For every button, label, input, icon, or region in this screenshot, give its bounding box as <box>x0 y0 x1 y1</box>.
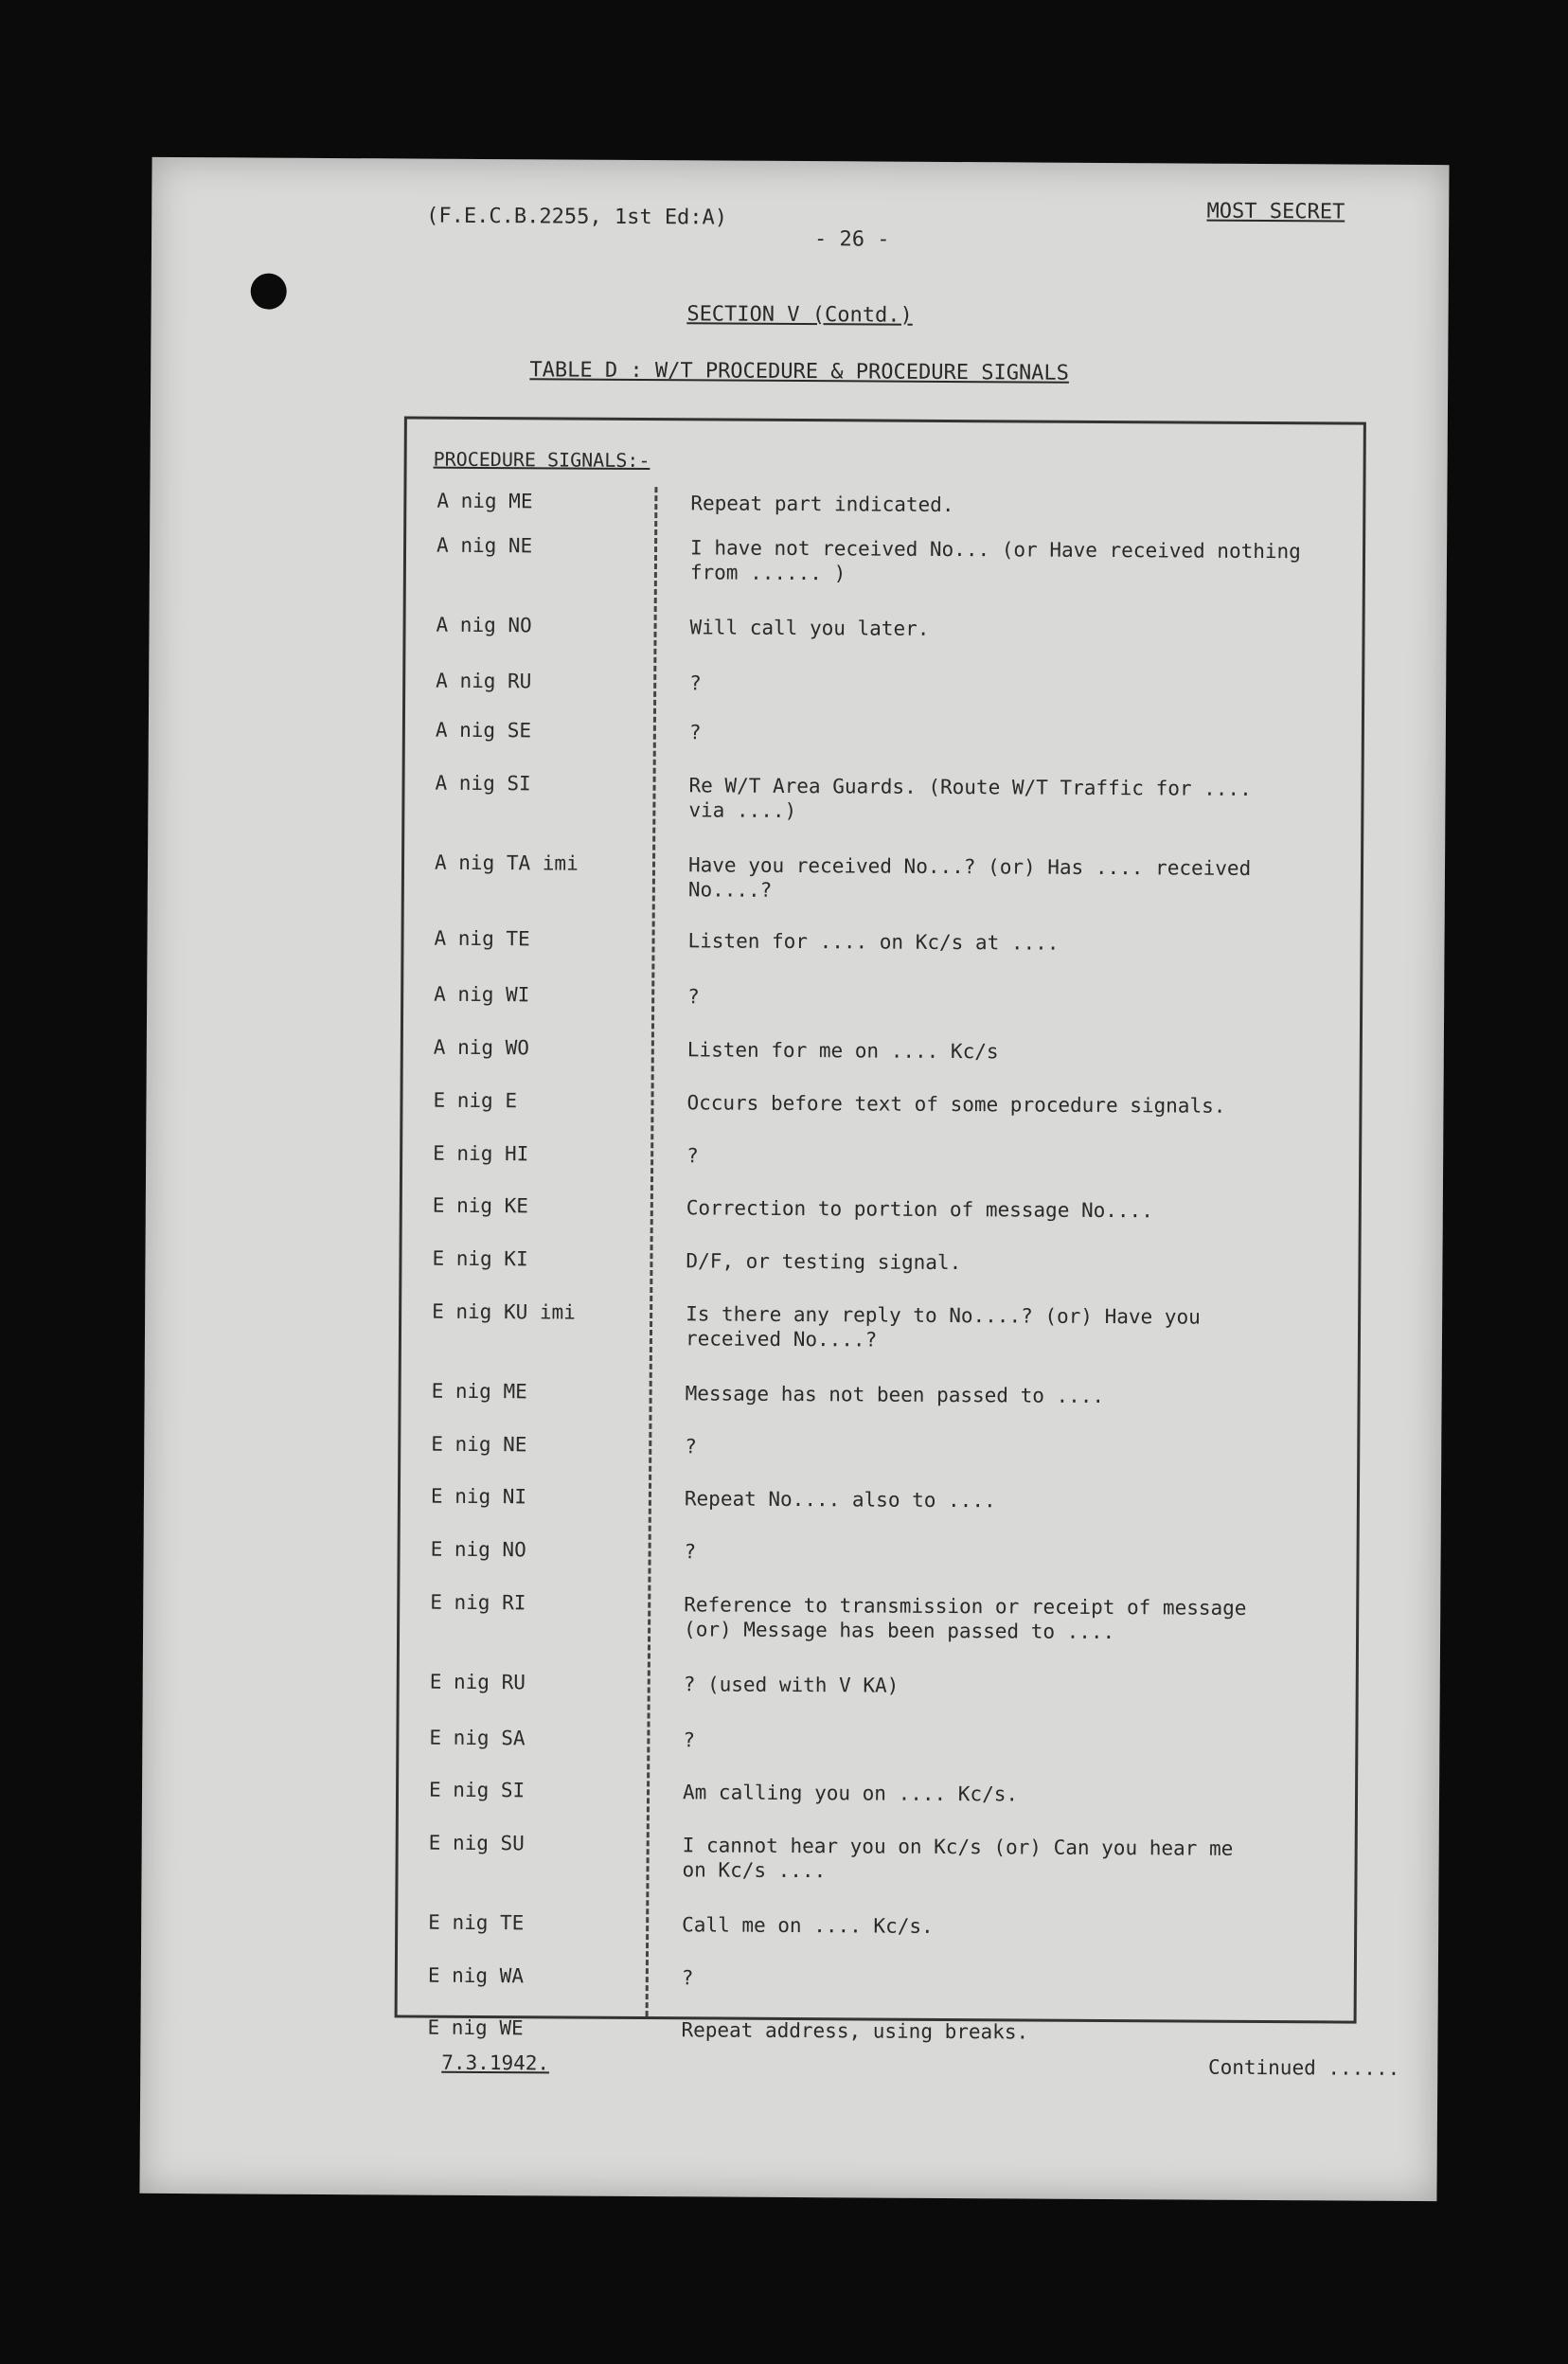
table-row <box>403 982 1360 1009</box>
table-row <box>405 718 1362 744</box>
signal-code: E nig KE <box>432 1194 529 1218</box>
table-row <box>400 1670 1356 1697</box>
table-row <box>401 1484 1357 1513</box>
signal-code: A nig WO <box>433 1035 530 1060</box>
signal-code: E nig KU imi <box>432 1299 576 1324</box>
signal-meaning: ? <box>684 1540 697 1564</box>
signal-code: A nig SI <box>435 771 531 796</box>
signal-meaning: D/F, or testing signal. <box>686 1249 962 1275</box>
signal-meaning: ? <box>686 1143 699 1167</box>
table-row <box>403 1088 1360 1118</box>
signal-code: A nig SE <box>435 718 532 743</box>
signal-meaning: Call me on .... Kc/s. <box>682 1913 934 1938</box>
signal-meaning: ? <box>687 985 700 1009</box>
signal-meaning: Repeat address, using breaks. <box>681 2018 1029 2044</box>
signal-code: E nig NI <box>430 1484 527 1509</box>
signal-meaning: Have you received No...? (or) Has .... received No....? <box>687 852 1252 902</box>
signal-code: E nig HI <box>433 1141 529 1165</box>
procedure-signals-table <box>395 416 1366 2044</box>
document-page <box>139 157 1449 2201</box>
signal-code: A nig NE <box>437 533 533 558</box>
table-row <box>406 613 1363 640</box>
signal-meaning: I cannot hear you on Kc/s (or) Can you hear me on Kc/s .... <box>682 1834 1234 1883</box>
table-row <box>399 1778 1355 1806</box>
signals-heading: PROCEDURE SIGNALS:- <box>433 447 650 473</box>
column-divider <box>646 487 658 2016</box>
table-row <box>402 1194 1359 1223</box>
table-row <box>404 926 1361 955</box>
table-title-wrap <box>151 356 1448 387</box>
signal-meaning: Correction to portion of message No.... <box>686 1196 1153 1223</box>
table-row <box>401 1432 1357 1458</box>
signal-meaning: Listen for .... on Kc/s at .... <box>687 929 1060 955</box>
signal-meaning: Message has not been passed to .... <box>685 1381 1105 1407</box>
table-row <box>401 1379 1358 1407</box>
table-row <box>398 1910 1354 1938</box>
signal-code: E nig WE <box>427 2016 524 2040</box>
signal-code: A nig RU <box>436 669 532 692</box>
signal-code: E nig NE <box>431 1432 527 1456</box>
table-row <box>398 1963 1354 1989</box>
signal-code: E nig E <box>433 1088 518 1113</box>
table-row <box>403 1035 1360 1064</box>
signal-meaning: ? <box>683 1728 696 1751</box>
table-row <box>405 669 1362 694</box>
signal-code: E nig RU <box>429 1670 526 1693</box>
signal-code: A nig TE <box>434 926 530 951</box>
signal-meaning: Repeat part indicated. <box>690 492 954 517</box>
signal-meaning: Repeat No.... also to .... <box>684 1487 996 1513</box>
page-number: - 26 - <box>813 227 890 252</box>
table-row <box>399 1831 1355 1883</box>
signal-meaning: ? <box>685 1434 698 1458</box>
signal-code: E nig WA <box>427 1963 525 1987</box>
signal-code: E nig ME <box>431 1379 527 1403</box>
table-row <box>406 533 1363 585</box>
signal-code: A nig WI <box>434 982 530 1007</box>
document-date: 7.3.1942. <box>441 2051 550 2075</box>
signal-code: E nig SU <box>428 1831 525 1855</box>
signal-code: E nig RI <box>430 1590 526 1615</box>
section-title: SECTION V (Contd.) <box>686 302 913 328</box>
table-row <box>405 771 1362 823</box>
table-title: TABLE D : W/T PROCEDURE & PROCEDURE SIGNALS <box>529 358 1070 385</box>
signal-code: A nig TA imi <box>434 851 579 875</box>
signal-code: E nig TE <box>428 1910 525 1935</box>
signal-meaning: ? <box>681 1965 694 1989</box>
signal-meaning: ? <box>688 721 702 744</box>
table-row <box>404 851 1361 902</box>
signal-meaning: Listen for me on .... Kc/s <box>686 1038 999 1064</box>
signal-code: E nig NO <box>430 1537 526 1562</box>
signal-meaning: Reference to transmission or receipt of message (or) Message has been passed to .... <box>684 1593 1247 1644</box>
signal-code: E nig SA <box>429 1726 526 1749</box>
signal-meaning: Is there any reply to No....? (or) Have you received No....? <box>685 1302 1201 1352</box>
signal-meaning: Am calling you on .... Kc/s. <box>682 1781 1019 1806</box>
signal-meaning: I have not received No... (or Have received nothing from ...... ) <box>689 536 1301 585</box>
document-reference: (F.E.C.B.2255, 1st Ed:A) <box>426 204 728 230</box>
signal-meaning: Occurs before text of some procedure signals. <box>686 1091 1226 1118</box>
signal-meaning: Re W/T Area Guards. (Route W/T Traffic for .... via ....) <box>688 774 1252 823</box>
table-row <box>406 490 1363 517</box>
table-row <box>399 1726 1355 1751</box>
signal-meaning: Will call you later. <box>689 615 930 640</box>
signal-meaning: ? <box>689 671 702 694</box>
signal-code: A nig ME <box>437 490 533 513</box>
table-row <box>402 1246 1359 1275</box>
table-row <box>400 1590 1356 1644</box>
table-row <box>401 1537 1357 1564</box>
signal-code: E nig KI <box>432 1246 528 1271</box>
table-row <box>398 2016 1354 2044</box>
table-row <box>402 1141 1359 1167</box>
signal-meaning: ? (used with V KA) <box>683 1672 900 1697</box>
signal-code: A nig NO <box>436 613 532 636</box>
table-row <box>401 1299 1358 1352</box>
classification-label: MOST SECRET <box>1206 199 1345 224</box>
section-title-wrap <box>151 299 1449 331</box>
continued-label: Continued ...... <box>1207 2055 1400 2080</box>
signal-code: E nig SI <box>428 1778 526 1802</box>
